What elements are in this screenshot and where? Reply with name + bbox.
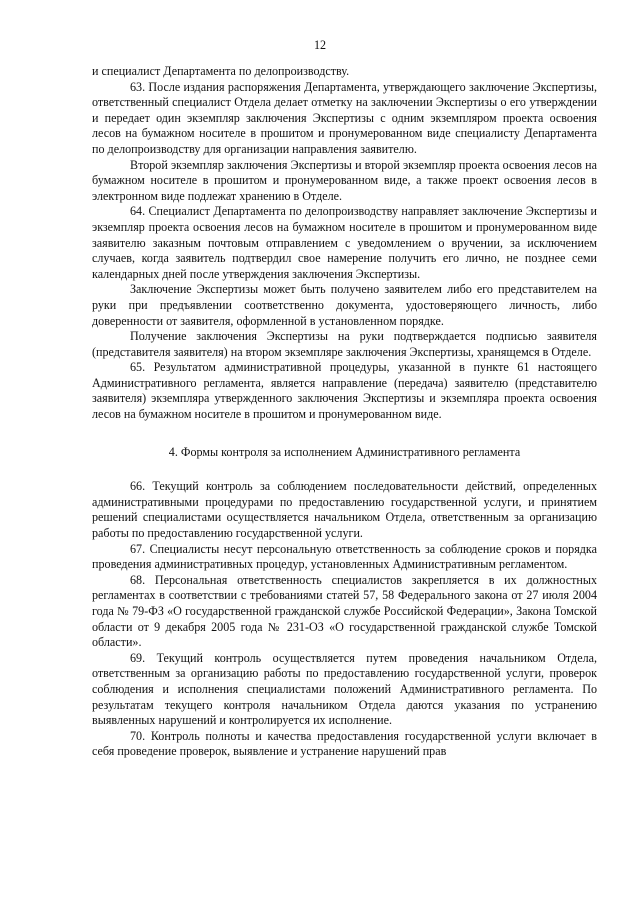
paragraph-64: 64. Специалист Департамента по делопроизводству направляет заключение Экспертизы и экземпляр проекта освоения лесов на бумажном носителе в прошитом и пронумерованном виде заявителю заказным почтовым отправлением с уведомлением о вручении, за исключением случаев, когда заявитель подтвердил свое намерение получить его лично, не позднее семи календарных дней после утверждения заключения Экспертизы. (92, 204, 597, 281)
paragraph-67: 67. Специалисты несут персональную ответственность за соблюдение сроков и порядка проведения административных процедур, установленных Административным регламентом. (92, 541, 597, 572)
paragraph-68: 68. Персональная ответственность специалистов закрепляется в их должностных регламентах в соответствии с требованиями статей 57, 58 Федерального закона от 27 июля 2004 года № 79-ФЗ «О государственной гражданской службе Российской Федерации», Закона Томской области от 9 декабря 2005 года № 231-ОЗ «О государственной гражданской службе Томской области». (92, 572, 597, 650)
paragraph-69: 69. Текущий контроль осуществляется путем проведения начальником Отдела, ответственным за организацию работы по предоставлению государственной услуги, проверок соблюдения и исполнения специалистами положений Административного регламента. По результатам текущего контроля начальником Отдела даются указания по устранению выявленных нарушений и контролируется их исполнение. (92, 650, 597, 728)
document-body (92, 64, 597, 760)
section-heading: 4. Формы контроля за исполнением Административного регламента (168, 444, 521, 459)
paragraph-63: 63. После издания распоряжения Департамента, утверждающего заключение Экспертизы, ответственный специалист Отдела делает отметку на заключении Экспертизы о его утверждении и передает один экземпляр заключения Экспертизы с одним экземпляром проекта освоения лесов на бумажном носителе в прошитом и пронумерованном виде специалисту Департамента по делопроизводству для организации направления заявителю. (92, 79, 597, 156)
paragraph-continuation: и специалист Департамента по делопроизводству. (92, 64, 350, 78)
paragraph-66: 66. Текущий контроль за соблюдением последовательности действий, определенных административными процедурами по предоставлению государственной услуги, и принятием решений специалистами осуществляется начальником Отдела, ответственным за организацию работы по предоставлению государственной услуги. (92, 479, 597, 541)
paragraph-70: 70. Контроль полноты и качества предоставления государственной услуги включает в себя проведение проверок, выявление и устранение нарушений прав (92, 728, 597, 759)
paragraph-64-signature: Получение заключения Экспертизы на руки подтверждается подписью заявителя (представителя заявителя) на втором экземпляре заключения Экспертизы, хранящемся в Отделе. (92, 329, 597, 359)
paragraph-65: 65. Результатом административной процедуры, указанной в пункте 61 настоящего Административного регламента, является направление (передача) заявителю (представителю заявителя) экземпляра утвержденного заключения Экспертизы и экземпляра проекта освоения лесов на бумажном носителе в прошитом и пронумерованном виде. (92, 360, 597, 422)
page-number: 12 (313, 38, 327, 52)
paragraph-64-representative: Заключение Экспертизы может быть получено заявителем либо его представителем на руки при предъявлении соответственно документа, удостоверяющего личность, либо доверенности от заявителя, оформленной в установленном порядке. (92, 282, 597, 328)
paragraph-63-second-copy: Второй экземпляр заключения Экспертизы и второй экземпляр проекта освоения лесов на бумажном носителе в прошитом и пронумерованном виде, а также проект освоения лесов в электронном виде подлежат хранению в Отделе. (92, 157, 597, 203)
